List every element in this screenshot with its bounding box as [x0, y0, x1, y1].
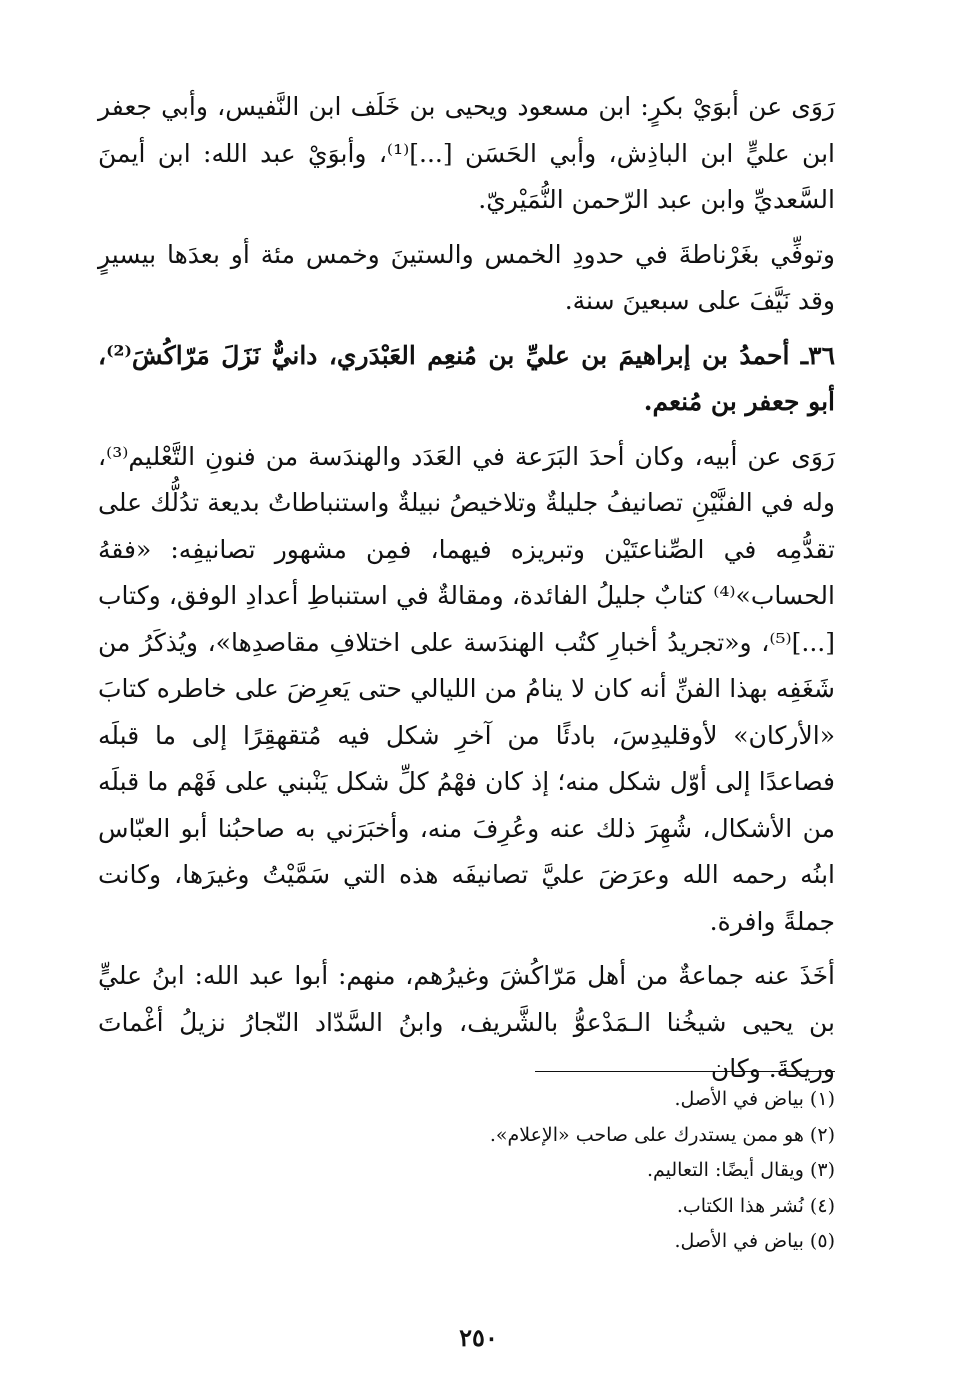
footnote-1: (١) بياض في الأصل. — [674, 1088, 835, 1110]
entry-heading-36: ٣٦ـ أحمدُ بن إبراهيمَ بن عليِّ بن مُنعِم العَبْدَري، دانيٌّ نَزَلَ مَرّاكُشَ⁽²⁾، أبو جعفر بن مُنعم. — [98, 340, 835, 416]
paragraph-2: وتوفِّي بغَرْناطةَ في حدودِ الخمس والستينَ وخمس مئة أو بعدَها بيسيرٍ وقد نَيَّفَ على سبعينَ سنة. — [98, 239, 835, 315]
paragraph-4: أخَذَ عنه جماعةٌ من أهل مَرّاكُشَ وغيرُهم، منهم: أبوا عبد الله: ابنُ عليٍّ بن يحيى شيخُنا الـمَدْعوُّ بالشَّريف، وابنُ السَّدّاد النّجارُ نزيلُ أغْماتَ وريكةَ. وكان — [98, 961, 835, 1083]
page-number: ٢٥٠ — [459, 1323, 498, 1352]
footnote-2: (٢) هو ممن يستدرك على صاحب «الإعلام». — [489, 1123, 835, 1146]
paragraph-3: رَوَى عن أبيه، وكان أحدَ البَرَعة في العَدَد والهندَسة من فنونِ التَّعْليم⁽³⁾، وله في الفنَّيْنِ تصانيفُ جليلةٌ وتلاخيصُ نبيلةٌ واستنباطاتٌ بديعة تدُلُّك على تقدُّمِه في الصِّناعتَيْن وتبريزه فيهما، فمِن مشهور تصانيفِه: «فقهُ الحساب»⁽⁴⁾ كتابٌ جليلُ الفائدة، ومقالةٌ في استنباطِ أعدادِ الوفق، وكتاب [...]⁽⁵⁾، و«تجريدُ أخبارِ كتُب الهندَسة على اختلافِ مقاصدِها»، ويُذكَرُ من شَغَفِه بهذا الفنِّ أنه كان لا ينامُ من الليالي حتى يَعرِضَ على خاطره كتابَ «الأركان» لأوقليدِسَ، بادئًا من آخرِ شكل فيه مُتقهقِرًا إلى ما قبلَه فصاعدًا إلى أوّل شكل منه؛ إذ كان فهْمُ كلِّ شكل يَنْبني على فَهْم ما قبلَه من الأشكال، شُهِرَ ذلك عنه وعُرِفَ منه، وأخبَرَني به صاحبُنا أبو العبّاس ابنُه رحمه الله وعرَضَ عليَّ تصانيفَه هذه التي سَمَّيْتُ وغيرَها، وكانت جملةً وافرة. — [98, 441, 835, 936]
footnote-3: (٣) ويقال أيضًا: التعاليم. — [646, 1159, 835, 1181]
footnotes — [98, 1082, 835, 1260]
footnote-5: (٥) بياض في الأصل. — [674, 1230, 835, 1252]
footnote-4: (٤) نُشر هذا الكتاب. — [676, 1194, 835, 1217]
footnote-separator — [535, 1071, 835, 1072]
paragraph-1: رَوَى عن أبوَيْ بكرٍ: ابن مسعود ويحيى بن خَلَف ابن النَّفيس، وأبي جعفر ابن عليٍّ ابن الباذِش، وأبي الحَسَن [...]⁽¹⁾، وأبوَيْ عبد الله: ابن أيمنَ السَّعديِّ وابن عبد الرّحمن النُّمَيْريّ. — [98, 92, 835, 214]
